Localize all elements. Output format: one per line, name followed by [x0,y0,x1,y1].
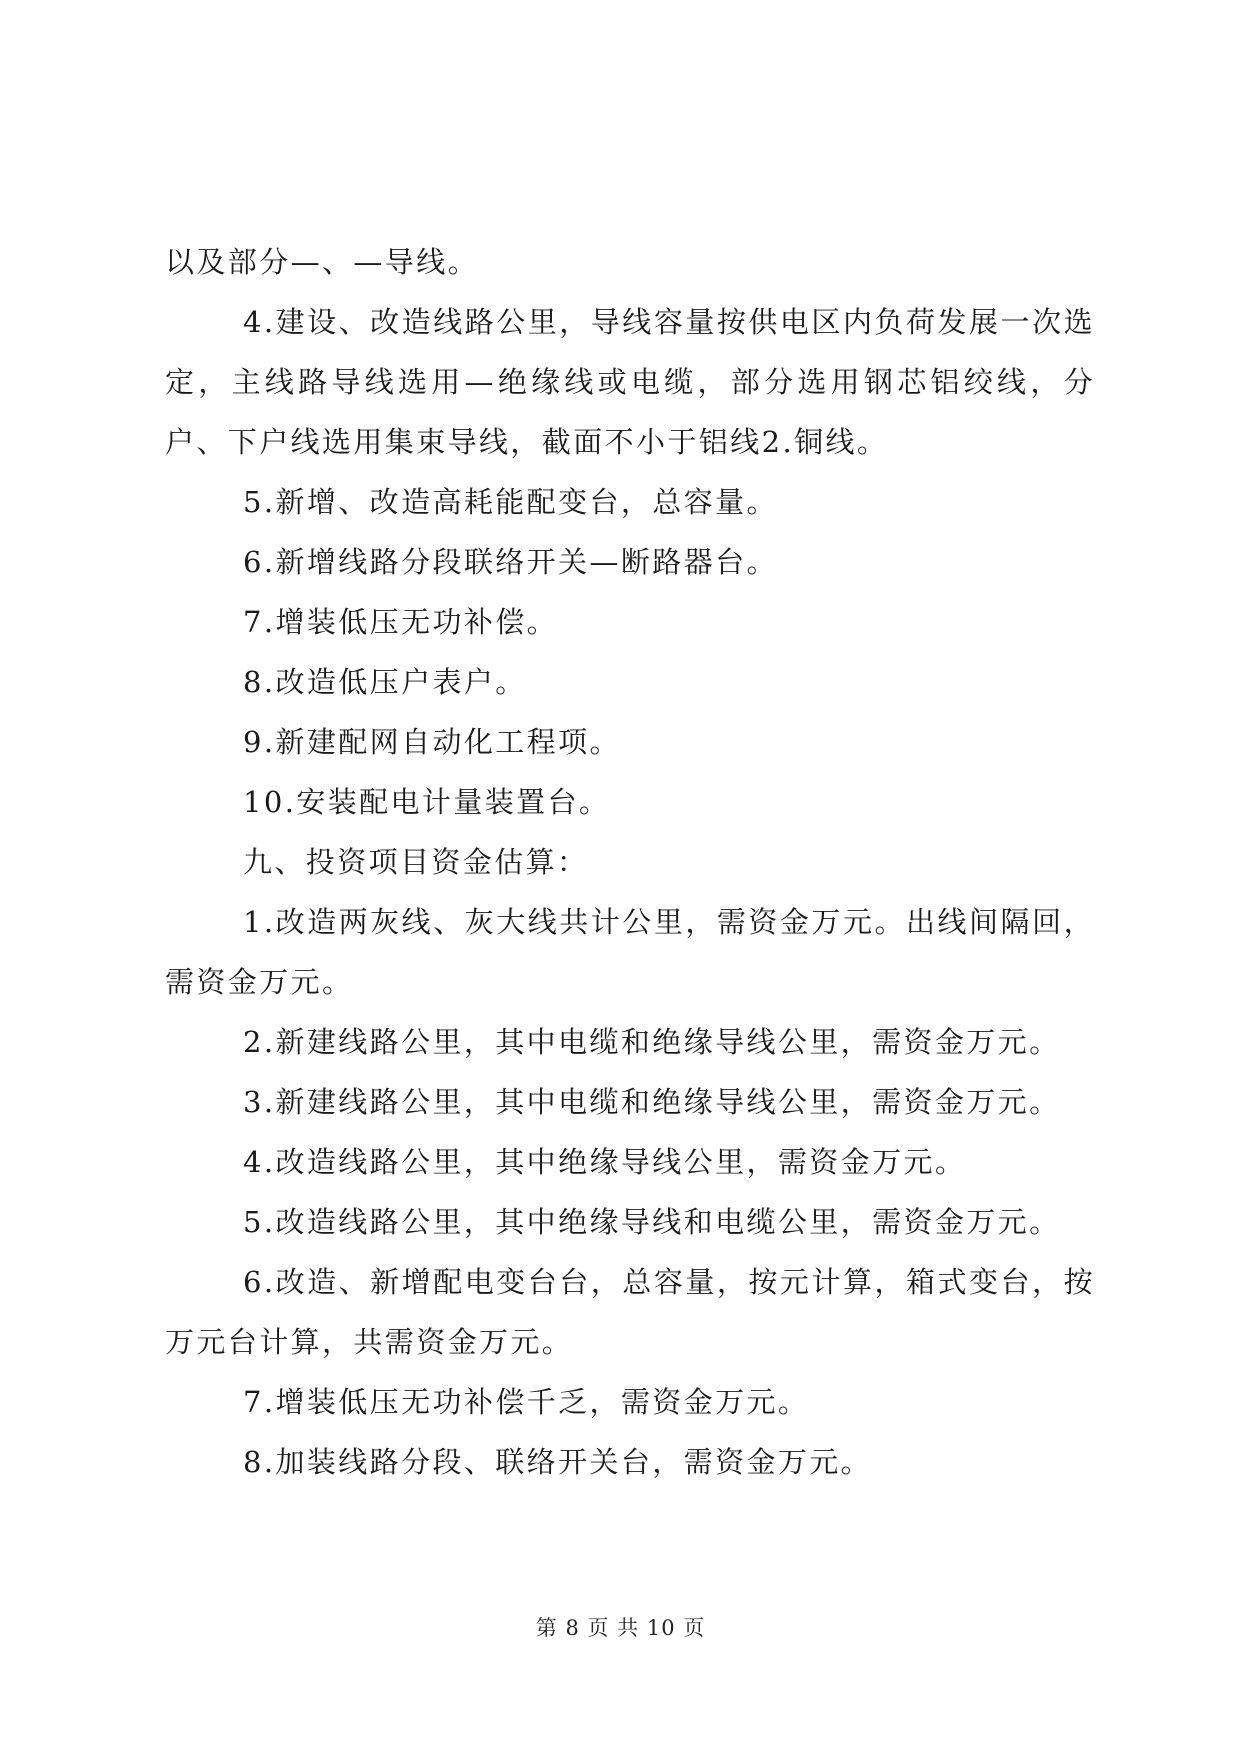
estimate-item-4: 4.改造线路公里，其中绝缘导线公里，需资金万元。 [243,1145,967,1179]
estimate-item-6: 6.改造、新增配电变台台，总容量，按元计算，箱式变台，按万元台计算，共需资金万元。 [165,1265,1095,1359]
paragraph-item-4: 4.建设、改造线路公里，导线容量按供电区内负荷发展一次选定，主线路导线选用—绝缘线或电缆，部分选用钢芯铝绞线，分户、下户线选用集束导线，截面不小于铝线2.铜线。 [165,305,1095,459]
paragraph-item-5: 5.新增、改造高耗能配变台，总容量。 [243,485,778,519]
estimate-item-7: 7.增装低压无功补偿千乏，需资金万元。 [243,1385,810,1419]
section-heading-9: 九、投资项目资金估算： [243,845,589,879]
paragraph-item-8: 8.改造低压户表户。 [243,665,527,699]
document-body [165,232,1095,1492]
estimate-item-8: 8.加装线路分段、联络开关台，需资金万元。 [243,1445,873,1479]
paragraph-item-10: 10.安装配电计量装置台。 [243,785,611,819]
page-footer: 第 8 页 共 10 页 [535,1616,706,1640]
estimate-item-3: 3.新建线路公里，其中电缆和绝缘导线公里，需资金万元。 [243,1085,1061,1119]
paragraph-continuation: 以及部分—、—导线。 [165,245,480,279]
estimate-item-2: 2.新建线路公里，其中电缆和绝缘导线公里，需资金万元。 [243,1025,1061,1059]
paragraph-item-7: 7.增装低压无功补偿。 [243,605,559,639]
estimate-item-5: 5.改造线路公里，其中绝缘导线和电缆公里，需资金万元。 [243,1205,1061,1239]
estimate-item-1: 1.改造两灰线、灰大线共计公里，需资金万元。出线间隔回，需资金万元。 [165,905,1095,999]
paragraph-item-6: 6.新增线路分段联络开关—断路器台。 [243,545,778,579]
paragraph-item-9: 9.新建配网自动化工程项。 [243,725,621,759]
